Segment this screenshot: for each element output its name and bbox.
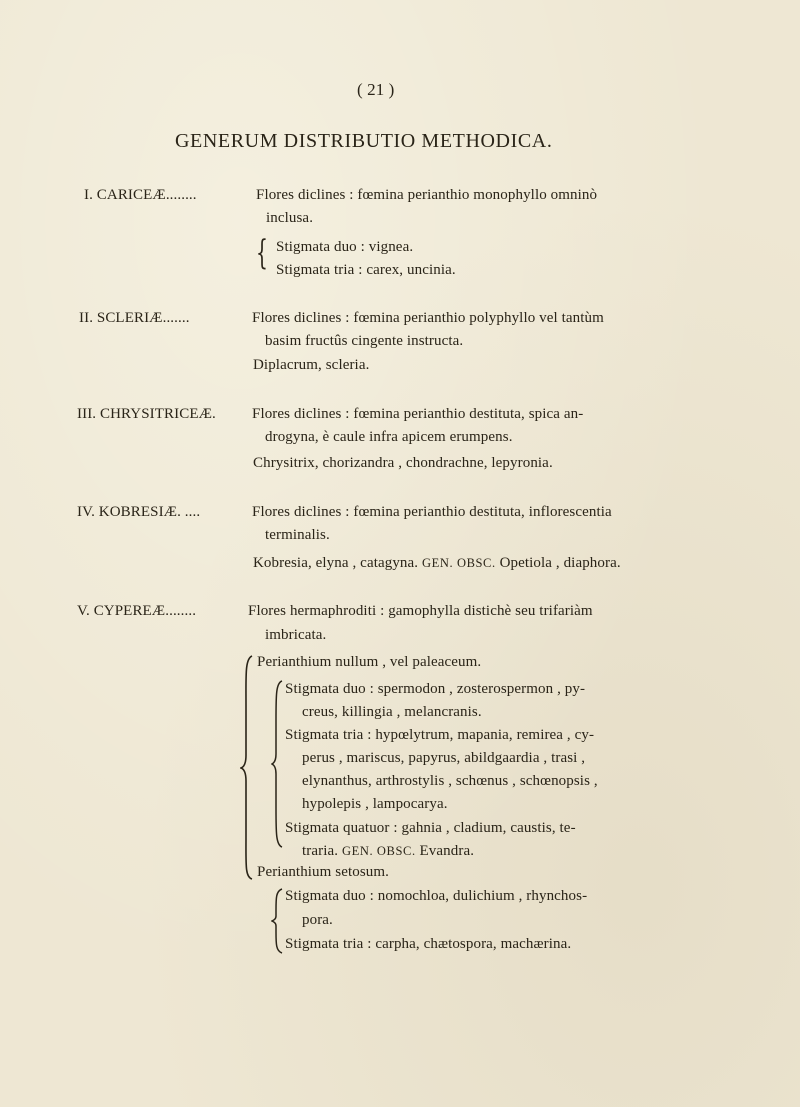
group-d-line-1: Stigmata duo : nomochloa, dulichium , rhynchos- bbox=[285, 888, 588, 904]
group-c-line-2 bbox=[302, 843, 474, 860]
section-5-label: V. CYPEREÆ........ bbox=[77, 603, 197, 619]
section-1-brace: { bbox=[256, 233, 268, 273]
section-4-line-3 bbox=[253, 555, 621, 572]
perianthium-setosum: Perianthium setosum. bbox=[257, 864, 389, 880]
section-3-label: III. CHRYSITRICEÆ. bbox=[77, 406, 216, 422]
page-title: GENERUM DISTRIBUTIO METHODICA. bbox=[175, 130, 553, 152]
group-c-line-1: Stigmata quatuor : gahnia , cladium, caustis, te- bbox=[285, 820, 576, 836]
section-1-line-1: Flores diclines : fœmina perianthio monophyllo omninò bbox=[256, 187, 598, 203]
group-c-evandra: Evandra. bbox=[419, 843, 475, 859]
section-5-outer-brace bbox=[240, 655, 254, 880]
perianthium-nullum: Perianthium nullum , vel paleaceum. bbox=[257, 654, 482, 670]
section-3-line-1: Flores diclines : fœmina perianthio destituta, spica an- bbox=[252, 406, 584, 422]
section-3-line-3: Chrysitrix, chorizandra , chondrachne, lepyronia. bbox=[253, 455, 553, 471]
section-2-line-3: Diplacrum, scleria. bbox=[253, 357, 370, 373]
section-1-sub-1: Stigmata duo : vignea. bbox=[276, 239, 414, 255]
group-b-line-4: hypolepis , lampocarya. bbox=[302, 796, 448, 812]
page-number: ( 21 ) bbox=[357, 80, 395, 99]
section-5-inner-brace-1 bbox=[271, 680, 283, 848]
group-c-traria: traria. bbox=[302, 843, 339, 859]
section-4-genera: Kobresia, elyna , catagyna. bbox=[253, 555, 419, 571]
group-a-line-2: creus, killingia , melancranis. bbox=[302, 704, 482, 720]
section-4-line-1: Flores diclines : fœmina perianthio destituta, inflorescentia bbox=[252, 504, 612, 520]
group-c-gen-obsc: GEN. OBSC. bbox=[341, 844, 416, 858]
section-2-line-2: basim fructûs cingente instructa. bbox=[265, 333, 464, 349]
section-2-label: II. SCLERIÆ....... bbox=[79, 310, 190, 326]
section-1-line-2: inclusa. bbox=[266, 210, 314, 226]
section-3-line-2: drogyna, è caule infra apicem erumpens. bbox=[265, 429, 513, 445]
section-1-label: I. CARICEÆ........ bbox=[84, 187, 197, 203]
group-b-line-2: perus , mariscus, papyrus, abildgaardia , trasi , bbox=[302, 750, 586, 766]
section-4-gen-obsc: GEN. OBSC. bbox=[422, 556, 496, 570]
section-4-label: IV. KOBRESIÆ. .... bbox=[77, 504, 201, 520]
group-b-line-3: elynanthus, arthrostylis , schœnus , schœnopsis , bbox=[302, 773, 598, 789]
group-a-line-1: Stigmata duo : spermodon , zosterospermon , py- bbox=[285, 681, 586, 697]
section-1-sub-2: Stigmata tria : carex, uncinia. bbox=[276, 262, 456, 278]
section-4-line-2: terminalis. bbox=[265, 527, 330, 543]
group-d-line-3: Stigmata tria : carpha, chætospora, machærina. bbox=[285, 936, 572, 952]
section-4-genera-obscure: Opetiola , diaphora. bbox=[499, 555, 621, 571]
group-d-line-2: pora. bbox=[302, 912, 333, 928]
group-b-line-1: Stigmata tria : hypœlytrum, mapania, remirea , cy- bbox=[285, 727, 595, 743]
section-5-line-1: Flores hermaphroditi : gamophylla distichè seu trifariàm bbox=[248, 603, 593, 619]
section-5-inner-brace-2 bbox=[271, 888, 283, 954]
section-5-line-2: imbricata. bbox=[265, 627, 327, 643]
section-2-line-1: Flores diclines : fœmina perianthio polyphyllo vel tantùm bbox=[252, 310, 604, 326]
